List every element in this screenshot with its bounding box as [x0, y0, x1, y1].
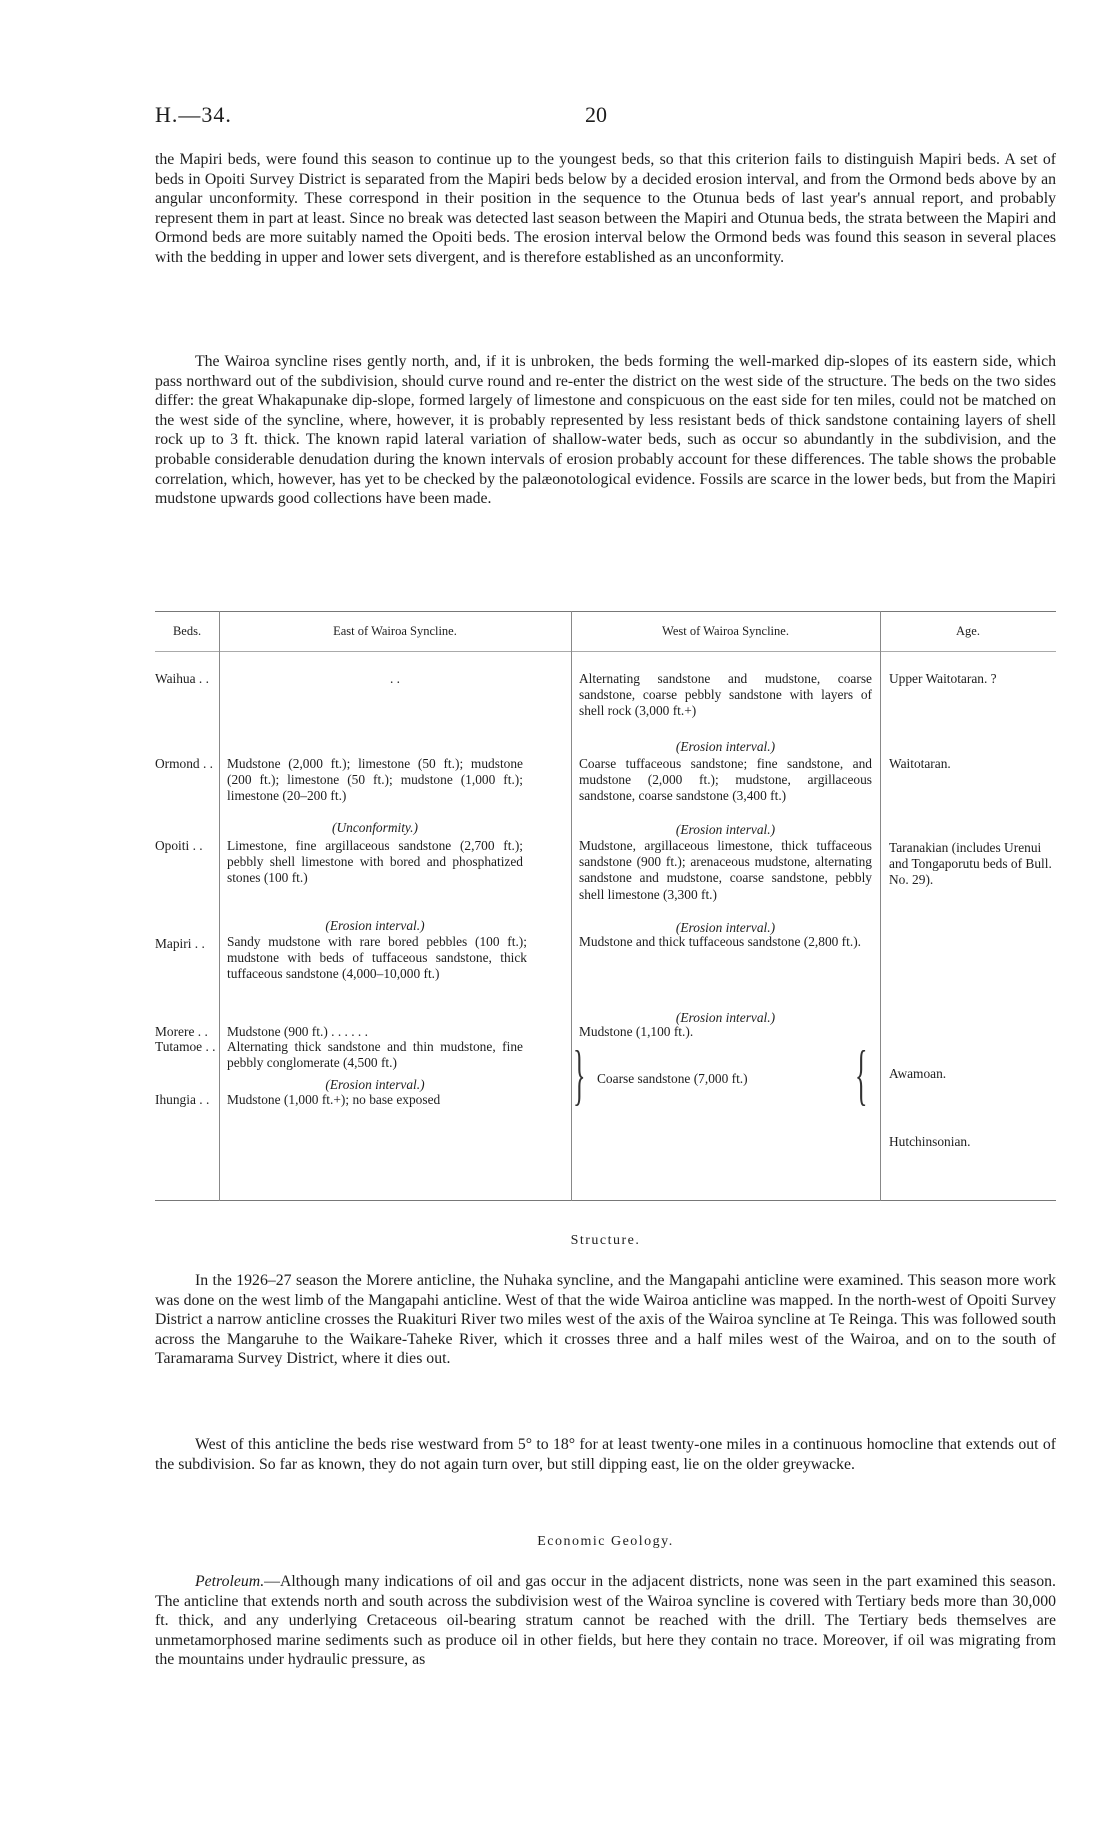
brace-left-icon: }	[573, 1037, 586, 1113]
header-east: East of Wairoa Syncline.	[333, 624, 457, 638]
bed-mapiri: Mapiri . .	[155, 936, 205, 951]
section-heading-economic-geology: Economic Geology.	[537, 1534, 674, 1549]
west-opoiti: Mudstone, argillaceous limestone, thick tuffaceous sandstone (900 ft.); arenaceous mudstone, alternating sandstone and mudstone, coarse sandstone, pebbly shell limestone (3,300 ft.)	[579, 838, 872, 902]
east-tutamoe: Alternating thick sandstone and thin mudstone, fine pebbly conglomerate (4,500 ft.)	[227, 1039, 523, 1071]
age-ihungia: Hutchinsonian.	[889, 1134, 971, 1149]
petroleum-lead: Petroleum.	[195, 1573, 265, 1590]
paragraph-continuation	[155, 150, 1056, 268]
age-waihua: Upper Waitotaran. ?	[889, 671, 997, 686]
petroleum-body: —Although many indications of oil and gas occur in the adjacent districts, none was seen in the part examined this season. The anticline that extends north and south across the subdivision west of the Wairoa syncline is covered with Tertiary beds more than 30,000 ft. thick, and any underlying Cretaceous oil-bearing stratum cannot be reached with the drill. The Tertiary beds themselves are unmetamorphosed marine sediments such as produce oil in other fields, but here they contain no trace. Moreover, if oil was migrating from the mountains under hydraulic pressure, as	[155, 1573, 1056, 1669]
west-waihua-note: (Erosion interval.)	[675, 739, 776, 754]
brace-right-icon: {	[855, 1037, 868, 1113]
header-beds: Beds.	[172, 624, 202, 638]
correlation-table	[155, 611, 1056, 1201]
east-waihua: . .	[389, 671, 401, 686]
west-waihua: Alternating sandstone and mudstone, coarse sandstone, coarse pebbly sandstone with layers of shell rock (3,000 ft.+)	[579, 671, 872, 719]
column-divider	[880, 611, 881, 1201]
east-opoiti-note: (Erosion interval.)	[325, 918, 425, 933]
east-opoiti: Limestone, fine argillaceous sandstone (2,700 ft.); pebbly shell limestone with bored and phosphatized stones (100 ft.)	[227, 838, 523, 886]
paragraph-text: West of this anticline the beds rise westward from 5° to 18° for at least twenty-one miles in a continuous homocline that extends out of the subdivision. So far as known, they do not again turn over, but still dipping east, lie on the older greywacke.	[155, 1436, 1056, 1473]
header-age: Age.	[956, 624, 980, 638]
west-ormond: Coarse tuffaceous sandstone; fine sandstone, and mudstone (2,000 ft.); mudstone, argillaceous sandstone, coarse sandstone (3,400 ft.)	[579, 756, 872, 804]
paragraph-wairoa-syncline	[155, 352, 1056, 509]
west-morere: Mudstone (1,100 ft.).	[579, 1024, 694, 1039]
age-ormond: Waitotaran.	[889, 756, 951, 771]
column-divider	[219, 611, 220, 1201]
table-top-rule	[155, 611, 1056, 612]
paragraph-text: The Wairoa syncline rises gently north, and, if it is unbroken, the beds forming the well-marked dip-slopes of its eastern side, which pass northward out of the subdivision, should curve round and re-enter the district on the west side of the structure. The beds on the two sides differ: the great Whakapunake dip-slope, formed largely of limestone and conspicuous on the east side for ten miles, could not be matched on the west side of the syncline, where, however, it is probably represented by less resistant beds of thick sandstone containing layers of shell rock up to 3 ft. thick. The known rapid lateral variation of shallow-water beds, such as occur so abundantly in the subdivision, and the probable considerable denudation during the known intervals of erosion probably account for these differences. The table shows the probable correlation, which, however, has yet to be checked by the palæonotological evidence. Fossils are scarce in the lower beds, but from the Mapiri mudstone upwards good collections have been made.	[155, 353, 1056, 508]
west-lower-beds: Coarse sandstone (7,000 ft.)	[597, 1071, 748, 1086]
page-number: 20	[585, 102, 607, 127]
age-opoiti: Taranakian (includes Urenui and Tongaporutu beds of Bull. No. 29).	[889, 840, 1052, 888]
paragraph-homocline	[155, 1435, 1056, 1474]
page-header	[155, 102, 955, 132]
west-mapiri-note: (Erosion interval.)	[675, 1010, 776, 1025]
document-reference: H.—34.	[155, 102, 232, 127]
column-divider	[571, 611, 572, 1201]
east-morere: Mudstone (900 ft.) . . . . . .	[227, 1024, 368, 1039]
table-header-rule	[155, 651, 1056, 652]
bed-ormond: Ormond . .	[155, 756, 214, 771]
east-tutamoe-note: (Erosion interval.)	[325, 1077, 425, 1092]
west-mapiri: Mudstone and thick tuffaceous sandstone (2,800 ft.).	[579, 934, 862, 949]
header-west: West of Wairoa Syncline.	[662, 624, 789, 638]
east-ormond: Mudstone (2,000 ft.); limestone (50 ft.); mudstone (200 ft.); limestone (50 ft.); mudstone (1,000 ft.); limestone (20–200 ft.)	[227, 756, 523, 804]
age-tutamoe: Awamoan.	[889, 1066, 947, 1081]
table-bottom-rule	[155, 1200, 1056, 1201]
paragraph-petroleum	[155, 1572, 1056, 1670]
west-opoiti-note: (Erosion interval.)	[675, 920, 776, 935]
west-ormond-note: (Erosion interval.)	[675, 822, 776, 837]
paragraph-text: In the 1926–27 season the Morere anticline, the Nuhaka syncline, and the Mangapahi anticline were examined. This season more work was done on the west limb of the Mangapahi anticline. West of that the wide Wairoa anticline was mapped. In the north-west of Opoiti Survey District a narrow anticline crosses the Ruakituri River two miles west of the axis of the Wairoa syncline at Te Reinga. This was followed south across the Mangaruhe to the Waikare-Taheke River, which it crosses three and a half miles west of the Wairoa, and on to the south of Taramarama Survey District, where it dies out.	[155, 1272, 1056, 1368]
paragraph-text	[155, 1572, 1056, 1670]
bed-morere: Morere . .	[155, 1024, 208, 1039]
bed-opoiti: Opoiti . .	[155, 838, 203, 853]
east-mapiri: Sandy mudstone with rare bored pebbles (100 ft.); mudstone with beds of tuffaceous sandstone, thick tuffaceous sandstone (4,000–10,000 ft.)	[227, 934, 527, 982]
east-ihungia: Mudstone (1,000 ft.+); no base exposed	[227, 1092, 441, 1107]
bed-ihungia: Ihungia . .	[155, 1092, 210, 1107]
paragraph-structure	[155, 1271, 1056, 1369]
bed-tutamoe: Tutamoe . .	[155, 1039, 216, 1054]
east-ormond-note: (Unconformity.)	[332, 820, 418, 835]
section-heading-structure: Structure.	[570, 1233, 641, 1248]
paragraph-text: the Mapiri beds, were found this season to continue up to the youngest beds, so that this criterion fails to distinguish Mapiri beds. A set of beds in Opoiti Survey District is separated from the Mapiri beds below by a decided erosion interval, and from the Ormond beds above by an angular unconformity. These correspond in their position in the sequence to the Otunua beds of last year's annual report, and probably represent them in part at least. Since no break was detected last season between the Mapiri and Otunua beds, the strata between the Mapiri and Ormond beds are more suitably named the Opoiti beds. The erosion interval below the Ormond beds was found this season in several places with the bedding in upper and lower sets divergent, and is therefore established as an unconformity.	[155, 151, 1056, 266]
bed-waihua: Waihua . .	[155, 671, 209, 686]
